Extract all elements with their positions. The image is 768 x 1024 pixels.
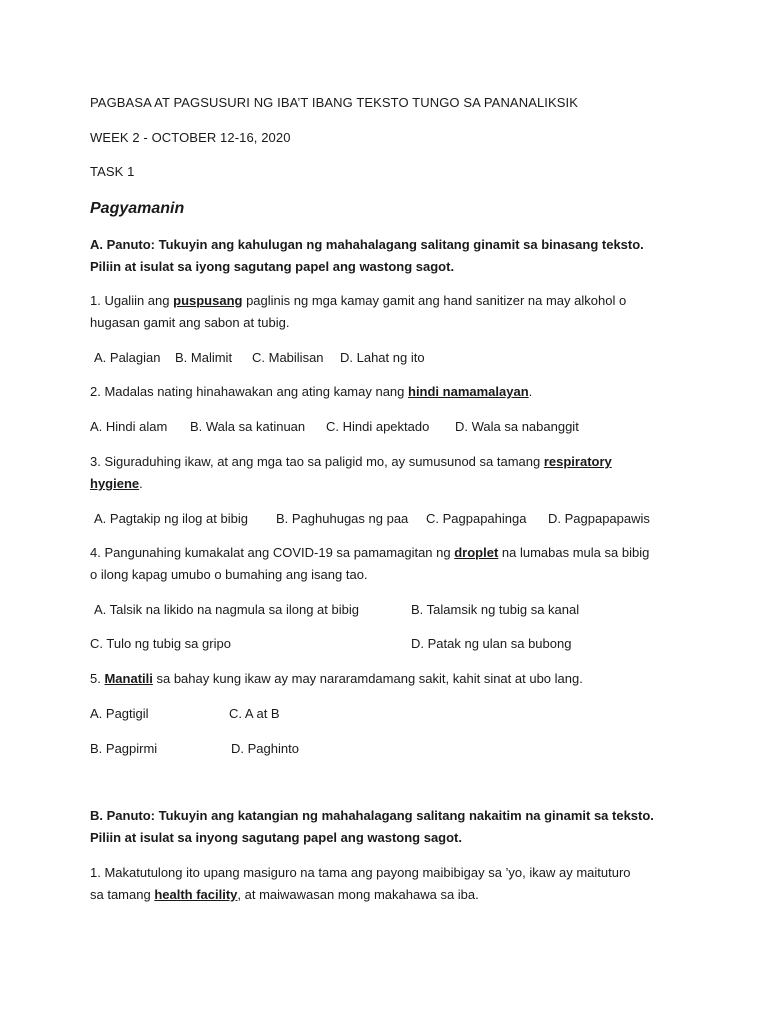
question-4-line2: o ilong kapag umubo o bumahing ang isang tao. xyxy=(90,567,368,582)
choice-5c: C. A at B xyxy=(229,706,280,721)
question-1-line2: hugasan gamit ang sabon at tubig. xyxy=(90,315,290,330)
key-word: Manatili xyxy=(104,671,153,686)
task-heading: TASK 1 xyxy=(90,164,135,179)
subject-heading: PAGBASA AT PAGSUSURI NG IBA’T IBANG TEKSTO TUNGO SA PANANALIKSIK xyxy=(90,95,579,110)
part-a-instructions-line2: Piliin at isulat sa iyong sagutang papel ang wastong sagot. xyxy=(90,259,455,274)
choice-1b: B. Malimit xyxy=(175,350,233,365)
section-title: Pagyamanin xyxy=(90,200,185,217)
question-3-line2: hygiene. xyxy=(90,476,143,491)
key-word: droplet xyxy=(454,545,499,560)
key-word-continued: hygiene xyxy=(90,476,140,491)
part-b-instructions-line1: B. Panuto: Tukuyin ang katangian ng mahahalagang salitang nakaitim na ginamit sa teksto. xyxy=(90,808,654,823)
choice-1a: A. Palagian xyxy=(94,350,161,365)
choice-4d: D. Patak ng ulan sa bubong xyxy=(411,636,572,651)
part-b-question-1-line2: sa tamang health facility, at maiwawasan mong makahawa sa iba. xyxy=(90,887,479,902)
choice-3b: B. Paghuhugas ng paa xyxy=(276,511,409,526)
choice-1c: C. Mabilisan xyxy=(252,350,324,365)
choice-4b: B. Talamsik ng tubig sa kanal xyxy=(411,602,580,617)
part-a-instructions-line1: A. Panuto: Tukuyin ang kahulugan ng mahahalagang salitang ginamit sa binasang teksto. xyxy=(90,237,644,252)
choice-2a: A. Hindi alam xyxy=(90,419,168,434)
key-word: hindi namamalayan xyxy=(408,384,529,399)
choice-2b: B. Wala sa katinuan xyxy=(190,419,306,434)
question-4: 4. Pangunahing kumakalat ang COVID-19 sa pamamagitan ng droplet na lumabas mula sa bibig xyxy=(90,545,650,560)
choice-4a: A. Talsik na likido na nagmula sa ilong at bibig xyxy=(94,602,359,617)
key-word: puspusang xyxy=(173,293,243,308)
choice-3a: A. Pagtakip ng ilog at bibig xyxy=(94,511,248,526)
key-word: respiratory xyxy=(543,454,612,469)
question-5: 5. Manatili sa bahay kung ikaw ay may nararamdamang sakit, kahit sinat at ubo lang. xyxy=(90,671,583,686)
choice-3c: C. Pagpapahinga xyxy=(426,511,527,526)
question-2: 2. Madalas nating hinahawakan ang ating kamay nang hindi namamalayan. xyxy=(90,384,533,399)
choice-5a: A. Pagtigil xyxy=(90,706,149,721)
week-heading: WEEK 2 - OCTOBER 12-16, 2020 xyxy=(90,130,291,145)
choice-1d: D. Lahat ng ito xyxy=(340,350,425,365)
part-b-question-1: 1. Makatutulong ito upang masiguro na tama ang payong maibibigay sa ’yo, ikaw ay maituturo xyxy=(90,865,631,880)
question-1: 1. Ugaliin ang puspusang paglinis ng mga kamay gamit ang hand sanitizer na may alkohol o xyxy=(90,293,627,308)
question-3: 3. Siguraduhing ikaw, at ang mga tao sa paligid mo, ay sumusunod sa tamang respiratory xyxy=(90,454,612,469)
choice-3d: D. Pagpapapawis xyxy=(548,511,650,526)
part-b-instructions-line2: Piliin at isulat sa inyong sagutang papel ang wastong sagot. xyxy=(90,830,462,845)
choice-5b: B. Pagpirmi xyxy=(90,741,158,756)
choice-4c: C. Tulo ng tubig sa gripo xyxy=(90,636,231,651)
choice-2d: D. Wala sa nabanggit xyxy=(455,419,579,434)
key-word: health facility xyxy=(154,887,238,902)
choice-2c: C. Hindi apektado xyxy=(326,419,430,434)
choice-5d: D. Paghinto xyxy=(231,741,299,756)
